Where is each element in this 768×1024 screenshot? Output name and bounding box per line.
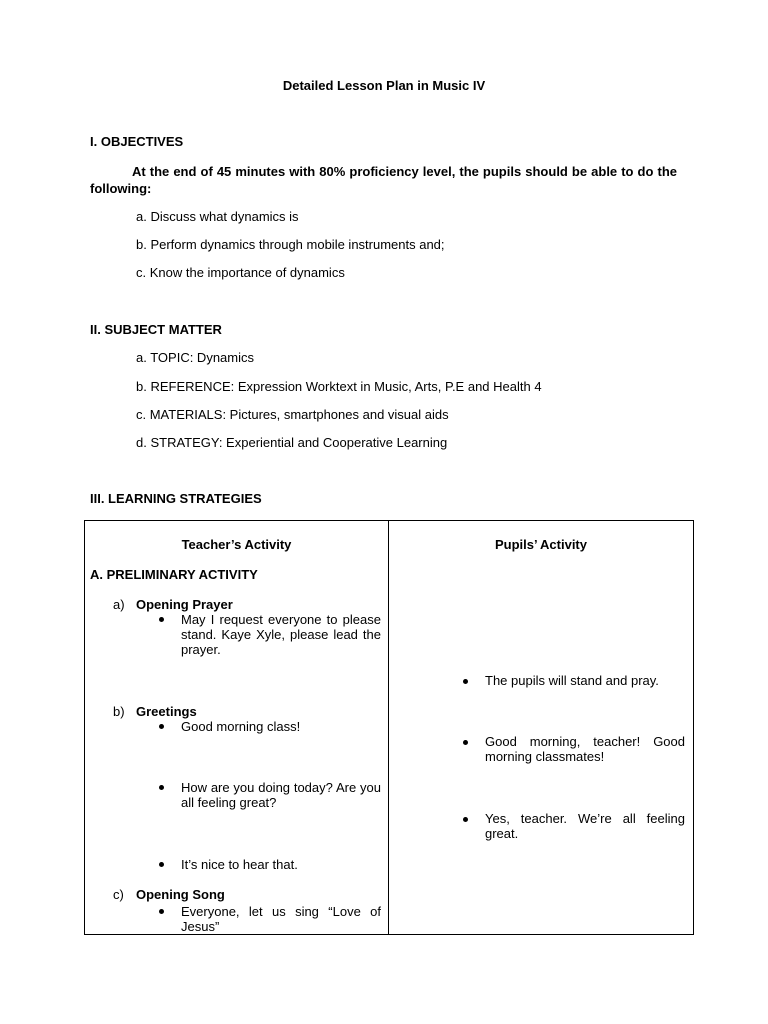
subject-item-materials: c. MATERIALS: Pictures, smartphones and visual aids [136, 407, 449, 422]
learning-strategies-table [84, 520, 694, 935]
pupils-activity-header: Pupils’ Activity [495, 537, 587, 552]
objectives-heading: I. OBJECTIVES [90, 134, 184, 149]
preliminary-activity-heading: A. PRELIMINARY ACTIVITY [90, 567, 258, 582]
item-letter-a: a) [113, 597, 125, 612]
bullet-icon [159, 617, 164, 622]
objectives-intro: At the end of 45 minutes with 80% proficiency level, the pupils should be able to do the following: [90, 164, 677, 196]
opening-prayer-title: Opening Prayer [136, 597, 233, 612]
item-letter-c: c) [113, 887, 124, 902]
objective-item-c: c. Know the importance of dynamics [136, 265, 345, 280]
teacher-song-text: Everyone, let us sing “Love of Jesus” [181, 904, 381, 934]
bullet-icon [463, 817, 468, 822]
teacher-question-text: How are you doing today? Are you all feeling great? [181, 780, 381, 810]
teacher-greeting-text: Good morning class! [181, 719, 301, 734]
bullet-icon [159, 862, 164, 867]
subject-matter-heading: II. SUBJECT MATTER [90, 322, 222, 337]
teacher-response-text: It’s nice to hear that. [181, 857, 298, 872]
pupils-greeting-text: Good morning, teacher! Good morning classmates! [485, 734, 685, 764]
pupils-prayer-text: The pupils will stand and pray. [485, 673, 659, 688]
document-title: Detailed Lesson Plan in Music IV [282, 78, 486, 93]
teacher-activity-header: Teacher’s Activity [181, 537, 292, 552]
learning-strategies-heading: III. LEARNING STRATEGIES [90, 491, 262, 506]
subject-item-strategy: d. STRATEGY: Experiential and Cooperative Learning [136, 435, 448, 450]
objective-item-b: b. Perform dynamics through mobile instruments and; [136, 237, 445, 252]
item-letter-b: b) [113, 704, 125, 719]
bullet-icon [159, 724, 164, 729]
bullet-icon [463, 740, 468, 745]
opening-song-title: Opening Song [136, 887, 225, 902]
objective-item-a: a. Discuss what dynamics is [136, 209, 299, 224]
bullet-icon [159, 785, 164, 790]
teacher-activity-column [85, 521, 389, 935]
bullet-icon [463, 679, 468, 684]
pupils-response-text: Yes, teacher. We’re all feeling great. [485, 811, 685, 841]
subject-item-reference: b. REFERENCE: Expression Worktext in Music, Arts, P.E and Health 4 [136, 379, 542, 394]
subject-item-topic: a. TOPIC: Dynamics [136, 350, 254, 365]
bullet-icon [159, 909, 164, 914]
greetings-title: Greetings [136, 704, 197, 719]
pupils-activity-column [389, 521, 694, 935]
teacher-prayer-text: May I request everyone to please stand. Kaye Xyle, please lead the prayer. [181, 612, 381, 657]
